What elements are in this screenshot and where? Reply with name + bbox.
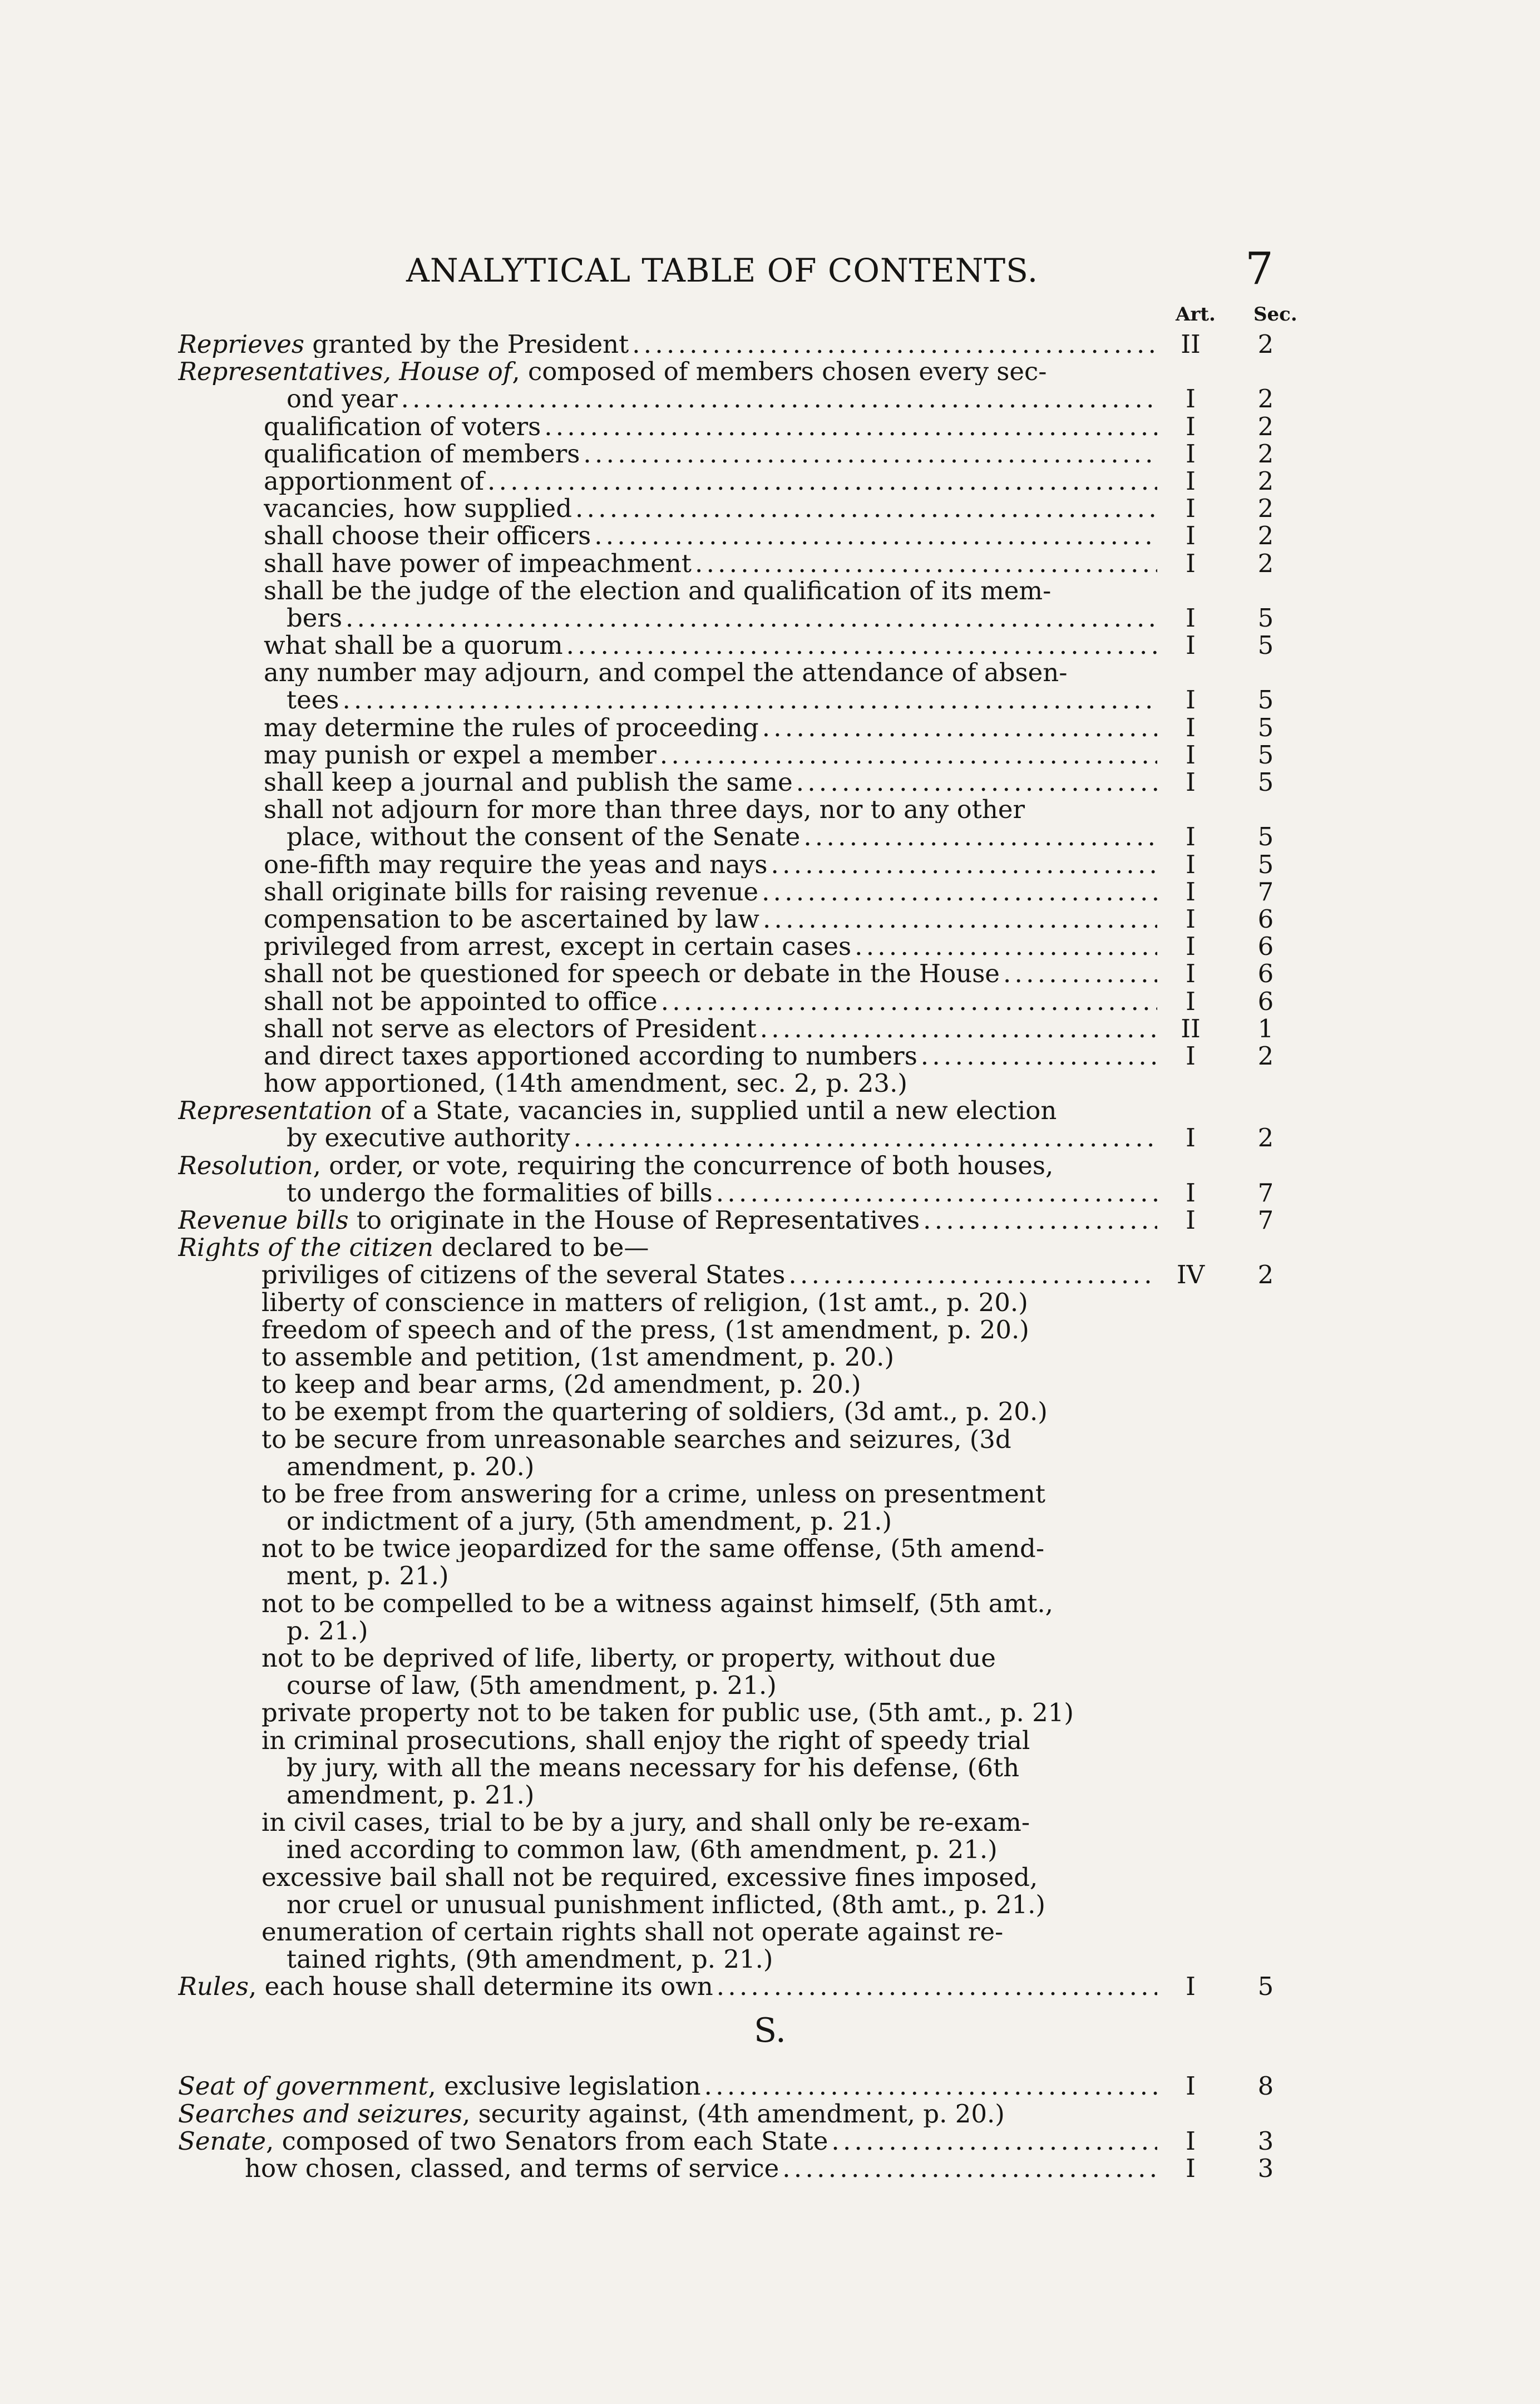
entry-text — [261, 1480, 1157, 1508]
toc-entry — [0, 769, 1540, 796]
entry-article: I — [1186, 986, 1196, 1016]
entry-description: shall not be questioned for speech or debate in the House — [264, 960, 1000, 988]
entry-description: bers — [287, 604, 343, 632]
entry-text — [287, 1179, 1157, 1206]
entry-text — [287, 1672, 1157, 1699]
entry-text — [178, 331, 1157, 358]
entry-description: how apportioned, (14th amendment, sec. 2, p. 23.) — [264, 1070, 907, 1097]
entry-article: IV — [1176, 1260, 1205, 1290]
entry-term: Senate — [178, 2127, 266, 2155]
entry-article: I — [1186, 548, 1196, 578]
entry-article: I — [1186, 521, 1196, 551]
entry-text — [287, 604, 1157, 632]
toc-entry — [0, 1945, 1540, 1973]
toc-entry — [0, 851, 1540, 878]
toc-entry — [0, 577, 1540, 604]
entry-text — [287, 1781, 1157, 1809]
toc-entry — [0, 550, 1540, 577]
toc-entry — [0, 823, 1540, 850]
entry-text — [287, 1453, 1157, 1480]
toc-entry — [0, 741, 1540, 769]
toc-entry — [0, 714, 1540, 741]
entry-description: ment, p. 21.) — [287, 1562, 449, 1590]
entry-section: 6 — [1257, 986, 1274, 1016]
entry-description: shall have power of impeachment — [264, 549, 692, 577]
entry-description: , security against, (4th amendment, p. 20.) — [462, 2100, 1005, 2127]
toc-entry — [0, 1836, 1540, 1863]
toc-entry — [0, 1261, 1540, 1288]
entry-section: 6 — [1257, 932, 1274, 962]
toc-entry — [0, 1480, 1540, 1508]
entry-article: I — [1186, 1205, 1196, 1235]
entry-section: 7 — [1257, 1178, 1274, 1208]
entry-description: amendment, p. 21.) — [287, 1781, 535, 1809]
entry-text — [264, 933, 1157, 960]
entry-text — [287, 1617, 1157, 1644]
entry-article: I — [1186, 767, 1196, 797]
entry-article: I — [1186, 630, 1196, 661]
entry-text — [178, 2072, 1157, 2100]
entry-term: Reprieves — [178, 331, 304, 358]
entry-term: Rules — [178, 1973, 249, 2001]
toc-entry — [0, 1644, 1540, 1672]
toc-entry — [0, 2100, 1540, 2127]
toc-entry — [0, 1070, 1540, 1097]
toc-entry — [0, 988, 1540, 1015]
toc-entry — [0, 1781, 1540, 1809]
entry-text — [261, 1864, 1157, 1891]
toc-entry — [0, 2127, 1540, 2155]
entry-section: 8 — [1257, 2071, 1274, 2101]
entry-section: 2 — [1257, 1260, 1274, 1290]
toc-entry — [0, 358, 1540, 385]
toc-entry — [0, 632, 1540, 659]
entry-description: tees — [287, 686, 339, 714]
entry-text — [287, 1754, 1157, 1781]
entry-description: in criminal prosecutions, shall enjoy the right of speedy trial — [261, 1726, 1030, 1754]
entry-section: 2 — [1257, 521, 1274, 551]
entry-text — [264, 1042, 1157, 1070]
entry-description: vacancies, how supplied — [264, 495, 572, 523]
toc-entry — [0, 1124, 1540, 1151]
entry-description: , each house shall determine its own — [248, 1973, 713, 2001]
entry-text — [261, 1809, 1157, 1836]
entry-text — [287, 1508, 1157, 1535]
entry-text — [287, 1891, 1157, 1918]
toc-entry — [0, 604, 1540, 632]
toc-entry — [0, 1453, 1540, 1480]
entry-article: I — [1186, 822, 1196, 852]
entry-text — [178, 2100, 1157, 2127]
entry-text — [264, 769, 1157, 796]
entry-section: 2 — [1257, 384, 1274, 414]
entry-section: 2 — [1257, 329, 1274, 359]
entry-description: or indictment of a jury, (5th amendment, p. 21.) — [287, 1508, 892, 1535]
entry-description: private property not to be taken for public use, (5th amt., p. 21) — [261, 1699, 1074, 1727]
toc-entry — [0, 1234, 1540, 1261]
entry-term: Resolution — [178, 1151, 313, 1179]
entry-section: 5 — [1257, 822, 1274, 852]
entry-text — [178, 1973, 1157, 2000]
entry-article: II — [1181, 329, 1201, 359]
entry-description: ined according to common law, (6th amendment, p. 21.) — [287, 1836, 998, 1864]
entry-description: to be secure from unreasonable searches and seizures, (3d — [261, 1425, 1011, 1453]
entry-section: 6 — [1257, 904, 1274, 934]
entry-description: shall not serve as electors of President — [264, 1014, 757, 1042]
toc-entry — [0, 1891, 1540, 1918]
entry-description: qualification of members — [264, 440, 580, 467]
entry-text — [261, 1590, 1157, 1617]
column-header-sec: Sec. — [1253, 303, 1297, 326]
entry-text — [264, 659, 1157, 686]
entry-description: any number may adjourn, and compel the attendance of absen- — [264, 659, 1068, 687]
entry-text — [287, 1945, 1157, 1973]
entry-article: I — [1186, 2071, 1196, 2101]
entry-article: I — [1186, 740, 1196, 770]
entry-description: liberty of conscience in matters of religion, (1st amt., p. 20.) — [261, 1288, 1028, 1316]
entry-text — [261, 1727, 1157, 1754]
table-of-contents — [0, 331, 1540, 2182]
entry-text — [264, 522, 1157, 549]
entry-section: 5 — [1257, 603, 1274, 633]
entry-text — [264, 878, 1157, 905]
entry-article: I — [1186, 876, 1196, 907]
entry-article: I — [1186, 1972, 1196, 2002]
entry-text — [264, 851, 1157, 878]
entry-section: 2 — [1257, 1041, 1274, 1071]
entry-section: 5 — [1257, 767, 1274, 797]
entry-description: course of law, (5th amendment, p. 21.) — [287, 1672, 777, 1699]
entry-text — [178, 358, 1157, 385]
entry-description: and direct taxes apportioned according to numbers — [264, 1042, 917, 1070]
entry-text — [264, 741, 1157, 769]
entry-description: ond year — [287, 385, 398, 413]
entry-article: I — [1186, 904, 1196, 934]
entry-description: , order, or vote, requiring the concurrence of both houses, — [313, 1151, 1054, 1179]
entry-description: not to be deprived of life, liberty, or property, without due — [261, 1644, 996, 1672]
toc-entry — [0, 1562, 1540, 1589]
entry-text — [178, 1152, 1157, 1179]
entry-description: one-fifth may require the yeas and nays — [264, 850, 768, 878]
entry-description: tained rights, (9th amendment, p. 21.) — [287, 1945, 773, 1973]
entry-section: 5 — [1257, 712, 1274, 742]
entry-text — [261, 1316, 1157, 1343]
entry-term: Searches and seizures — [178, 2100, 462, 2127]
toc-entry — [0, 2072, 1540, 2100]
entry-description: to be free from answering for a crime, unless on presentment — [261, 1480, 1045, 1508]
entry-text — [178, 2127, 1157, 2155]
entry-text — [287, 1836, 1157, 1863]
entry-text — [287, 385, 1157, 412]
entry-section: 2 — [1257, 494, 1274, 524]
entry-description: of a State, vacancies in, supplied until a new election — [372, 1097, 1057, 1125]
entry-article: I — [1186, 849, 1196, 879]
toc-entry — [0, 1152, 1540, 1179]
entry-term: Revenue bills — [178, 1206, 349, 1234]
entry-text — [264, 796, 1157, 823]
column-header-art: Art. — [1176, 303, 1216, 326]
entry-description: , composed of members chosen every sec- — [512, 358, 1047, 386]
toc-entry — [0, 686, 1540, 713]
entry-description: nor cruel or unusual punishment inflicted, (8th amt., p. 21.) — [287, 1890, 1045, 1918]
toc-entry — [0, 522, 1540, 549]
entry-text — [264, 988, 1157, 1015]
section-heading: S. — [753, 2011, 787, 2051]
entry-text — [264, 905, 1157, 933]
toc-entry — [0, 1371, 1540, 1398]
entry-text — [245, 2155, 1157, 2182]
entry-description: shall be the judge of the election and qualification of its mem- — [264, 577, 1052, 604]
toc-entry — [0, 1042, 1540, 1070]
entry-text — [264, 632, 1157, 659]
entry-section: 5 — [1257, 1972, 1274, 2002]
entry-term: Rights of the citizen — [178, 1234, 433, 1262]
entry-section: 3 — [1257, 2154, 1274, 2183]
toc-entry — [0, 1097, 1540, 1124]
toc-entry — [0, 878, 1540, 905]
entry-description: in civil cases, trial to be by a jury, and shall only be re-exam- — [261, 1809, 1030, 1836]
toc-entry — [0, 331, 1540, 358]
toc-entry — [0, 1398, 1540, 1425]
entry-section: 2 — [1257, 466, 1274, 496]
entry-text — [264, 550, 1157, 577]
entry-section: 2 — [1257, 439, 1274, 469]
toc-entry — [0, 1864, 1540, 1891]
entry-section: 6 — [1257, 959, 1274, 989]
entry-term: Representatives, House of — [178, 358, 512, 386]
toc-entry — [0, 1699, 1540, 1726]
entry-description: place, without the consent of the Senate — [287, 823, 801, 851]
entry-text — [287, 823, 1157, 850]
entry-text — [264, 1015, 1157, 1042]
toc-entry — [0, 1343, 1540, 1371]
entry-text — [287, 686, 1157, 713]
entry-description: to keep and bear arms, (2d amendment, p. 20.) — [261, 1371, 861, 1398]
toc-entry — [0, 933, 1540, 960]
entry-article: I — [1186, 466, 1196, 496]
toc-entry — [0, 659, 1540, 686]
toc-entry — [0, 1727, 1540, 1754]
entry-description: may determine the rules of proceeding — [264, 713, 759, 741]
entry-article: I — [1186, 712, 1196, 742]
entry-section: 2 — [1257, 411, 1274, 441]
entry-description: to originate in the House of Representatives — [348, 1206, 920, 1234]
entry-article: I — [1186, 384, 1196, 414]
entry-section: 2 — [1257, 548, 1274, 578]
entry-description: excessive bail shall not be required, excessive fines imposed, — [261, 1863, 1038, 1891]
entry-article: I — [1186, 411, 1196, 441]
entry-text — [261, 1398, 1157, 1425]
entry-section: 5 — [1257, 740, 1274, 770]
entry-text — [261, 1699, 1157, 1726]
entry-description: by executive authority — [287, 1124, 570, 1152]
entry-description: , exclusive legislation — [428, 2072, 701, 2100]
entry-text — [264, 1070, 1157, 1097]
toc-entry — [0, 1316, 1540, 1343]
entry-section: 5 — [1257, 849, 1274, 879]
entry-text — [261, 1289, 1157, 1316]
entry-description: , composed of two Senators from each State — [265, 2127, 828, 2155]
entry-description: p. 21.) — [287, 1617, 368, 1645]
entry-section: 3 — [1257, 2126, 1274, 2156]
entry-text — [287, 1562, 1157, 1589]
entry-description: shall originate bills for raising revenue — [264, 878, 759, 905]
toc-entry — [0, 413, 1540, 440]
page-number: 7 — [1245, 243, 1274, 294]
entry-description: privileged from arrest, except in certain cases — [264, 933, 852, 960]
entry-article: I — [1186, 439, 1196, 469]
entry-description: declared to be— — [433, 1234, 649, 1262]
section-gap — [0, 2000, 1540, 2072]
toc-entry — [0, 467, 1540, 495]
entry-description: how chosen, classed, and terms of service — [245, 2155, 779, 2183]
entry-description: compensation to be ascertained by law — [264, 905, 759, 933]
entry-description: priviliges of citizens of the several States — [261, 1261, 786, 1289]
toc-entry — [0, 1179, 1540, 1206]
entry-section: 5 — [1257, 685, 1274, 715]
entry-article: I — [1186, 959, 1196, 989]
entry-description: granted by the President — [304, 331, 629, 358]
toc-entry — [0, 1617, 1540, 1644]
entry-section: 7 — [1257, 876, 1274, 907]
entry-text — [264, 495, 1157, 522]
entry-article: I — [1186, 603, 1196, 633]
toc-entry — [0, 960, 1540, 987]
entry-description: freedom of speech and of the press, (1st amendment, p. 20.) — [261, 1316, 1029, 1343]
toc-entry — [0, 2155, 1540, 2182]
entry-description: by jury, with all the means necessary for his defense, (6th — [287, 1753, 1020, 1781]
entry-text — [261, 1918, 1157, 1945]
entry-description: amendment, p. 20.) — [287, 1452, 535, 1480]
toc-entry — [0, 1289, 1540, 1316]
entry-section: 2 — [1257, 1123, 1274, 1153]
entry-article: I — [1186, 494, 1196, 524]
entry-article: II — [1181, 1013, 1201, 1043]
entry-text — [178, 1097, 1157, 1124]
page-title: ANALYTICAL TABLE OF CONTENTS. — [406, 252, 1039, 289]
toc-entry — [0, 1754, 1540, 1781]
entry-description: to assemble and petition, (1st amendment, p. 20.) — [261, 1343, 895, 1371]
toc-entry — [0, 1535, 1540, 1562]
entry-text — [264, 413, 1157, 440]
toc-entry — [0, 1590, 1540, 1617]
entry-description: shall keep a journal and publish the same — [264, 769, 793, 796]
entry-article: I — [1186, 2154, 1196, 2183]
entry-text — [264, 714, 1157, 741]
entry-text — [261, 1426, 1157, 1453]
toc-entry — [0, 1918, 1540, 1945]
entry-text — [287, 1124, 1157, 1151]
entry-description: apportionment of — [264, 467, 485, 495]
entry-description: qualification of voters — [264, 412, 541, 440]
toc-entry — [0, 385, 1540, 412]
entry-article: I — [1186, 1123, 1196, 1153]
entry-article: I — [1186, 2126, 1196, 2156]
entry-description: to be exempt from the quartering of soldiers, (3d amt., p. 20.) — [261, 1398, 1048, 1426]
entry-term: Representation — [178, 1097, 373, 1125]
entry-text — [264, 440, 1157, 467]
entry-text — [264, 577, 1157, 604]
entry-description: enumeration of certain rights shall not operate against re- — [261, 1918, 1004, 1946]
toc-entry — [0, 1973, 1540, 2000]
entry-section: 5 — [1257, 630, 1274, 661]
entry-section: 7 — [1257, 1205, 1274, 1235]
toc-entry — [0, 1672, 1540, 1699]
entry-text — [178, 1206, 1157, 1234]
entry-term: Seat of government — [178, 2072, 428, 2100]
entry-section: 1 — [1257, 1013, 1274, 1043]
entry-description: to undergo the formalities of bills — [287, 1179, 713, 1207]
entry-description: shall not adjourn for more than three days, nor to any other — [264, 796, 1025, 824]
entry-text — [178, 1234, 1157, 1261]
toc-entry — [0, 796, 1540, 823]
entry-text — [261, 1535, 1157, 1562]
entry-text — [261, 1343, 1157, 1371]
toc-entry — [0, 1809, 1540, 1836]
entry-description: what shall be a quorum — [264, 632, 563, 659]
entry-description: shall choose their officers — [264, 522, 591, 550]
entry-description: shall not be appointed to office — [264, 987, 658, 1015]
entry-description: not to be twice jeopardized for the same offense, (5th amend- — [261, 1535, 1045, 1563]
entry-article: I — [1186, 932, 1196, 962]
toc-entry — [0, 1508, 1540, 1535]
toc-entry — [0, 905, 1540, 933]
entry-text — [261, 1644, 1157, 1672]
toc-entry — [0, 495, 1540, 522]
toc-entry — [0, 1206, 1540, 1234]
entry-text — [264, 467, 1157, 495]
entry-article: I — [1186, 1041, 1196, 1071]
entry-text — [264, 960, 1157, 987]
entry-article: I — [1186, 685, 1196, 715]
toc-entry — [0, 440, 1540, 467]
toc-entry — [0, 1015, 1540, 1042]
entry-text — [261, 1261, 1157, 1288]
toc-entry — [0, 1426, 1540, 1453]
entry-article: I — [1186, 1178, 1196, 1208]
entry-description: may punish or expel a member — [264, 741, 657, 769]
entry-description: not to be compelled to be a witness against himself, (5th amt., — [261, 1589, 1053, 1617]
entry-text — [261, 1371, 1157, 1398]
